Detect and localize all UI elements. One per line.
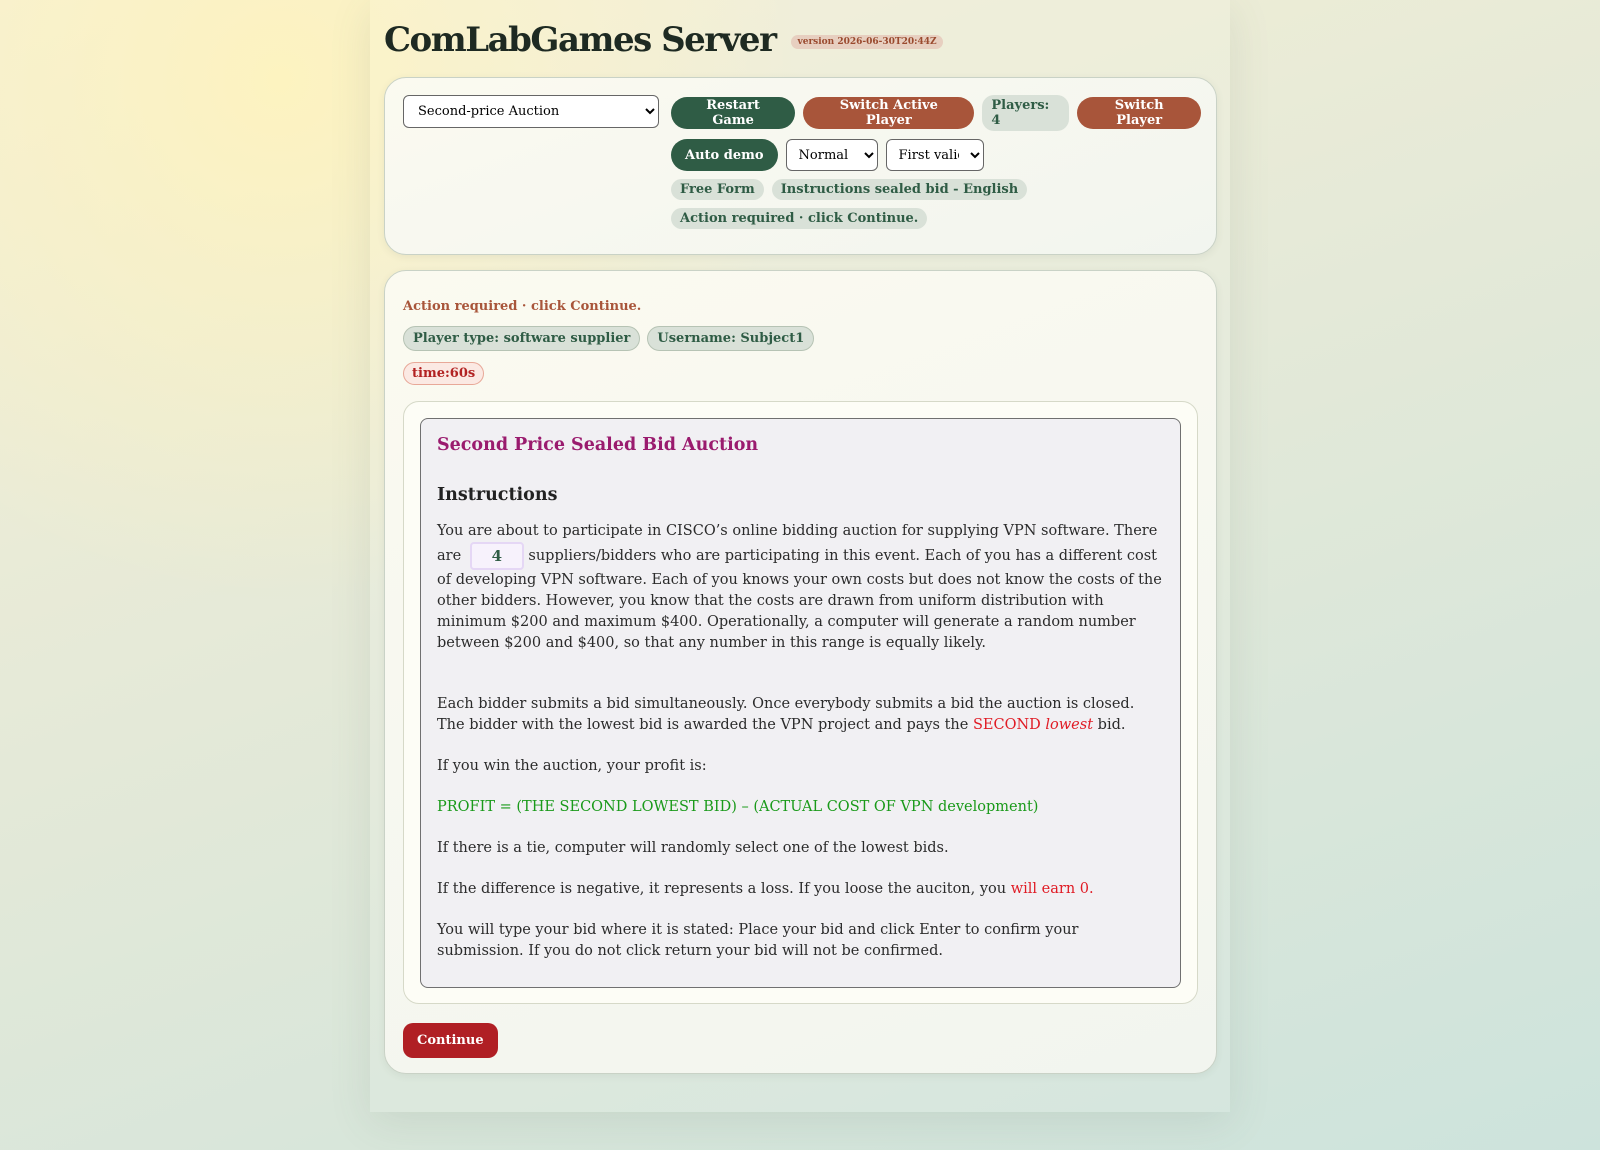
paragraph-tie: If there is a tie, computer will randomly select one of the lowest bids. bbox=[437, 840, 949, 856]
status-badge: Action required · click Continue. bbox=[671, 208, 927, 229]
earn-zero-emphasis: will earn 0. bbox=[1010, 881, 1094, 897]
profit-formula: PROFIT = (THE SECOND LOWEST BID) – (ACTUAL COST OF VPN development) bbox=[437, 799, 1039, 815]
lowest-emphasis: lowest bbox=[1045, 717, 1094, 733]
paragraph-profit-intro: If you win the auction, your profit is: bbox=[437, 758, 707, 774]
paragraph-bidding bbox=[437, 694, 1164, 736]
action-required-text: Action required · click Continue. bbox=[403, 299, 642, 314]
game-panel bbox=[384, 270, 1217, 1074]
tag-instructions: Instructions sealed bid - English bbox=[772, 179, 1028, 200]
switch-active-player-button[interactable]: Switch Active Player bbox=[803, 97, 974, 129]
version-badge: version 2026-06-30T20:44Z bbox=[791, 35, 942, 49]
paragraph-bidding-end: bid. bbox=[1093, 717, 1126, 733]
paragraph-loss bbox=[437, 879, 1164, 900]
site-title: ComLabGames Server bbox=[384, 20, 776, 60]
restart-game-button[interactable]: Restart Game bbox=[671, 97, 795, 129]
player-type-badge: Player type: software supplier bbox=[403, 326, 640, 351]
players-count-badge: Players: 4 bbox=[982, 95, 1069, 131]
paragraph-intro-start: You are about to participate in CISCO’s online bidding auction for supplying VPN software. There are bbox=[437, 523, 1158, 564]
doc-title: Second Price Sealed Bid Auction bbox=[437, 435, 759, 455]
continue-button[interactable]: Continue bbox=[403, 1023, 498, 1058]
instructions-container bbox=[403, 401, 1198, 1004]
paragraph-submit: You will type your bid where it is stated: Place your bid and click Enter to confirm your submission. If you do not click return your bid will not be confirmed. bbox=[437, 922, 1079, 959]
controls-row-4 bbox=[671, 208, 1201, 229]
controls-row-3 bbox=[671, 179, 1201, 200]
controls bbox=[671, 95, 1201, 229]
paragraph-intro bbox=[437, 521, 1164, 654]
second-emphasis: SECOND bbox=[972, 717, 1041, 733]
strategy-select[interactable] bbox=[886, 139, 984, 171]
header bbox=[384, 20, 943, 60]
tag-free-form: Free Form bbox=[671, 179, 764, 200]
instructions-document bbox=[420, 418, 1181, 988]
game-select[interactable] bbox=[403, 95, 659, 128]
paragraph-bidding-start: Each bidder submits a bid simultaneously. Once everybody submits a bid the auction is closed. The bidder with the lowest bid is awarded the VPN project and pays the bbox=[437, 696, 1135, 733]
switch-player-button[interactable]: Switch Player bbox=[1077, 97, 1201, 129]
auto-demo-button[interactable]: Auto demo bbox=[671, 139, 778, 171]
speed-select[interactable] bbox=[786, 139, 878, 171]
timer-badge: time:60s bbox=[403, 362, 484, 385]
paragraph-loss-start: If the difference is negative, it represents a loss. If you loose the auciton, you bbox=[437, 881, 1011, 897]
doc-heading: Instructions bbox=[437, 485, 558, 505]
controls-row-1 bbox=[671, 95, 1201, 131]
paragraph-intro-end: suppliers/bidders who are participating in this event. Each of you has a different cost of developing VPN software. Each of you knows your own costs but does not know the costs of the other bidders. However, you know that the costs are drawn from uniform distribution with minimum $200 and maximum $400. Operationally, a computer will generate a random number between $200 and $400, so that any number in this range is equally likely. bbox=[437, 548, 1162, 651]
username-badge: Username: Subject1 bbox=[647, 326, 814, 351]
player-info-row bbox=[403, 326, 814, 351]
controls-row-2 bbox=[671, 139, 1201, 171]
bidders-count-field[interactable]: 4 bbox=[470, 542, 524, 570]
control-panel bbox=[384, 77, 1217, 255]
